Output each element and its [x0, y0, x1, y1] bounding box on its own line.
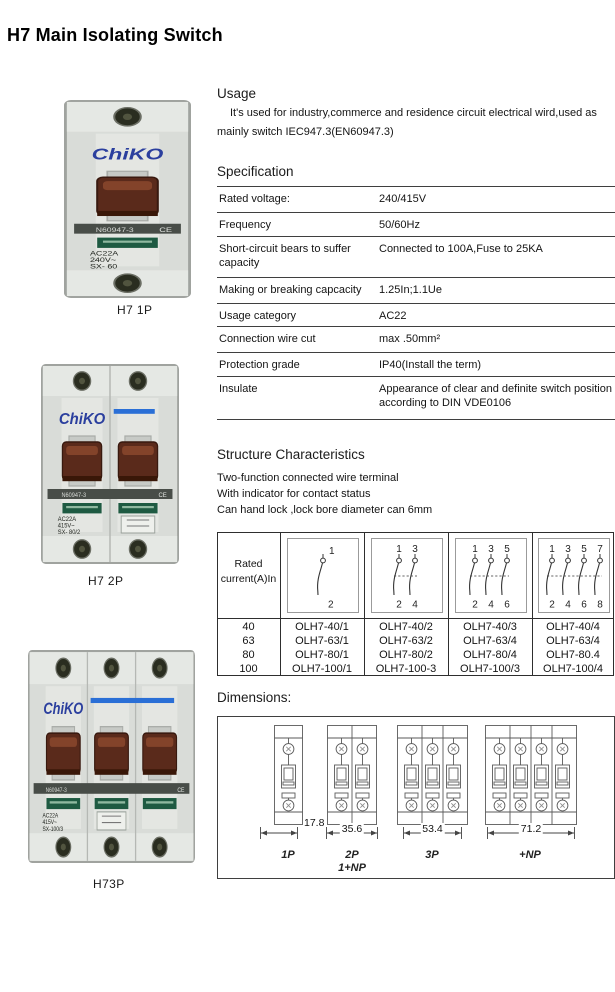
usage-text-line: mainly switch IEC947.3(EN60947.3) [217, 126, 394, 138]
model-cell: OLH7-80/2 [379, 649, 433, 661]
model-cell: OLH7-80.4 [546, 649, 600, 661]
dimension-value: 53.4 [422, 823, 443, 835]
usage-text-line: It's used for industry,commerce and residence circuit electrical wird,used as [230, 107, 597, 119]
dimension-line-3p [403, 823, 462, 840]
spec-row [217, 376, 615, 420]
ce-mark: CE [159, 226, 173, 234]
spec-value [379, 382, 615, 410]
terminal-number: 7 [597, 544, 603, 555]
model-cell: OLH7-63/2 [379, 635, 433, 647]
info-text: 415V~ [42, 819, 57, 827]
terminal-number: 3 [412, 544, 418, 555]
pole-diagram-2p [371, 538, 443, 613]
current-cell: 40 [242, 621, 255, 633]
dimension-line-4p [487, 823, 575, 840]
specification-table [217, 186, 615, 420]
spec-value-line: according to DIN VDE0106 [379, 397, 512, 409]
content-column [217, 0, 615, 992]
spec-value: max .50mm² [379, 333, 441, 345]
current-cell: 63 [242, 635, 255, 647]
table-border [217, 532, 614, 533]
spec-label: Short-circuit bears to suffer capacity [219, 243, 351, 269]
info-text: SX- 60 [89, 262, 118, 270]
drawing-label-1p: 1P [281, 849, 295, 861]
product-photo-2p [41, 364, 179, 564]
drawing-label-4p: +NP [519, 849, 541, 861]
rated-current-header: Rated current(A)In [220, 558, 277, 585]
terminal-number: 2 [472, 599, 478, 611]
dimensions-panel [217, 716, 615, 879]
dimension-line-1p [260, 817, 325, 840]
terminal-number: 1 [549, 544, 555, 555]
terminal-number: 2 [396, 599, 402, 611]
drawing-label-3p: 3P [425, 849, 439, 861]
spec-label: Protection grade [219, 359, 300, 371]
brand-logo: ChiKO [58, 410, 106, 429]
product-caption-3p: H73P [93, 877, 125, 891]
model-cell: OLH7-63/1 [295, 635, 349, 647]
spec-row [217, 352, 615, 376]
info-text: AC22A [42, 812, 59, 820]
terminal-number: 8 [597, 599, 603, 611]
pole-diagram-3p [455, 538, 527, 613]
spec-label: Frequency [219, 219, 271, 231]
model-selection-table [217, 532, 614, 676]
model-cell: OLH7-40/1 [295, 621, 349, 633]
cert-text: N60947-3 [95, 226, 134, 234]
model-cell: OLH7-40/4 [546, 621, 600, 633]
terminal-number: 4 [565, 599, 571, 611]
dimension-value: 17.8 [304, 817, 325, 829]
terminal-number: 6 [581, 599, 587, 611]
terminal-number: 4 [412, 599, 418, 611]
cert-text: N60947-3 [61, 493, 87, 500]
product-photo-3p [28, 650, 195, 863]
spec-row [217, 212, 615, 236]
spec-value: Connected to 100A,Fuse to 25KA [379, 243, 543, 255]
terminal-number: 1 [329, 546, 335, 557]
model-cell: OLH7-100/1 [292, 663, 352, 675]
spec-value: 240/415V [379, 193, 427, 205]
structure-line: Can hand lock ,lock bore diameter can 6mm [217, 504, 433, 516]
model-cell: OLH7-63/4 [546, 635, 600, 647]
spec-row [217, 303, 615, 326]
drawing-sublabel-2p: 1+NP [338, 862, 366, 874]
dimensions-heading: Dimensions: [217, 690, 292, 705]
spec-row [217, 277, 615, 303]
spec-row [217, 326, 615, 352]
table-row [217, 648, 614, 662]
dimension-line-2p [326, 823, 378, 840]
terminal-number: 1 [472, 544, 478, 555]
spec-value: AC22 [379, 310, 407, 322]
spec-label: Rated voltage: [219, 193, 290, 205]
specification-heading: Specification [217, 164, 294, 179]
terminal-number: 3 [488, 544, 494, 555]
ce-mark: CE [177, 787, 185, 795]
model-cell: OLH7-100/3 [460, 663, 520, 675]
terminal-number: 1 [396, 544, 402, 555]
terminal-number: 3 [565, 544, 571, 555]
terminal-number: 2 [549, 599, 555, 611]
info-text: 240V~ [89, 256, 117, 264]
terminal-number: 2 [328, 599, 334, 611]
dimension-drawing-2p [327, 725, 377, 830]
product-caption-1p: H7 1P [117, 303, 153, 317]
spec-row [217, 236, 615, 277]
spec-row [217, 186, 615, 212]
product-caption-2p: H7 2P [88, 574, 124, 588]
table-row [217, 620, 614, 634]
terminal-number: 4 [488, 599, 494, 611]
table-row [217, 662, 614, 676]
spec-value-line: Appearance of clear and definite switch position [379, 383, 612, 395]
model-cell: OLH7-100-3 [375, 663, 437, 675]
spec-label: Usage category [219, 310, 297, 322]
terminal-number: 5 [504, 544, 510, 555]
ce-mark: CE [158, 492, 167, 500]
spec-label: Making or breaking capcacity [219, 284, 362, 296]
spec-value: 50/60Hz [379, 219, 420, 231]
dimension-drawing-1p [274, 725, 303, 830]
terminal-number: 6 [504, 599, 510, 611]
table-row [217, 634, 614, 648]
drawing-label-2p: 2P [345, 849, 359, 861]
brand-logo: ChiKO [91, 145, 164, 164]
model-cell: OLH7-100/4 [543, 663, 603, 675]
spec-label: Insulate [219, 383, 258, 395]
usage-heading: Usage [217, 86, 257, 101]
pole-diagram-4p [538, 538, 610, 613]
spec-label: Connection wire cut [219, 333, 316, 345]
model-cell: OLH7-40/3 [463, 621, 517, 633]
info-text: SX-100/3 [42, 826, 64, 834]
structure-line: With indicator for contact status [217, 488, 371, 500]
current-cell: 80 [242, 649, 255, 661]
structure-heading: Structure Characteristics [217, 447, 365, 462]
brand-logo: ChiKO [43, 699, 84, 719]
dimension-value: 35.6 [341, 823, 363, 835]
structure-line: Two-function connected wire terminal [217, 472, 399, 484]
terminal-number: 5 [581, 544, 587, 555]
pole-diagram-1p [287, 538, 359, 613]
dimension-drawing-4p [485, 725, 577, 830]
info-text: AC22A [89, 250, 119, 258]
info-text: 415V~ [57, 523, 75, 530]
spec-value: IP40(Install the term) [379, 359, 482, 371]
model-cell: OLH7-40/2 [379, 621, 433, 633]
cert-text: N60947-3 [45, 787, 67, 795]
info-text: AC22A [57, 517, 77, 524]
model-cell: OLH7-80/1 [295, 649, 349, 661]
spec-value: 1.25In;1.1Ue [379, 284, 442, 296]
info-text: SX- 80/2 [57, 529, 81, 537]
dimension-value: 71.2 [520, 823, 542, 835]
dimension-drawing-3p [397, 725, 468, 830]
table-border [217, 618, 614, 619]
product-photo-1p [64, 100, 191, 298]
model-cell: OLH7-63/4 [463, 635, 517, 647]
page-title: H7 Main Isolating Switch [7, 25, 223, 45]
current-cell: 100 [239, 663, 258, 675]
model-cell: OLH7-80/4 [463, 649, 517, 661]
